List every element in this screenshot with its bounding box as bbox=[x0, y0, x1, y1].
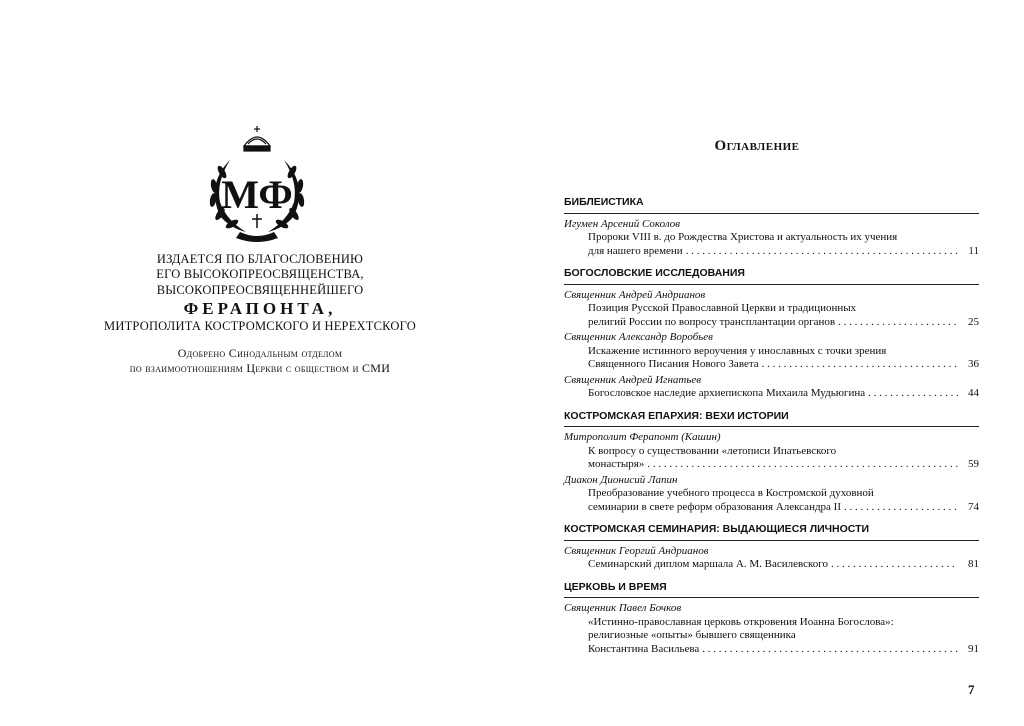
toc-section bbox=[564, 581, 979, 657]
entry-title-line: религиозные «опыты» бывшего священника bbox=[588, 629, 796, 641]
approval-line: по взаимоотношениям Церкви с обществом и СМИ bbox=[129, 360, 391, 375]
entry-title-line: Священного Писания Нового Завета bbox=[588, 358, 759, 370]
leader-dots bbox=[844, 501, 958, 515]
entry-page-number: 81 bbox=[968, 558, 979, 570]
toc-section bbox=[564, 267, 979, 401]
blessing-block bbox=[60, 252, 460, 335]
toc-section bbox=[564, 523, 979, 572]
toc-entry[interactable] bbox=[564, 487, 979, 514]
leader-dots bbox=[702, 643, 958, 657]
toc-entry[interactable] bbox=[564, 387, 979, 401]
section-title: ЦЕРКОВЬ И ВРЕМЯ bbox=[564, 581, 979, 599]
toc-entry[interactable] bbox=[564, 345, 979, 372]
entry-author: Диакон Дионисий Лапин bbox=[564, 473, 678, 486]
entry-page-number: 11 bbox=[968, 244, 979, 257]
right-page bbox=[512, 0, 1024, 726]
entry-page-number: 36 bbox=[968, 358, 979, 370]
section-title: БОГОСЛОВСКИЕ ИССЛЕДОВАНИЯ bbox=[564, 267, 979, 285]
entry-page-number: 74 bbox=[968, 500, 979, 513]
entry-title-line: для нашего времени bbox=[588, 244, 683, 257]
entry-last-line bbox=[588, 643, 979, 657]
toc-section bbox=[564, 410, 979, 515]
entry-page-number: 91 bbox=[968, 642, 979, 655]
entry-last-line bbox=[588, 458, 979, 472]
entry-last-line bbox=[588, 358, 979, 372]
bishop-name: ФЕРАПОНТА, bbox=[183, 298, 337, 318]
bishop-title: МИТРОПОЛИТА КОСТРОМСКОГО И НЕРЕХТСКОГО bbox=[104, 319, 416, 334]
leader-dots bbox=[838, 316, 958, 330]
approval-line: Одобрено Синодальным отделом bbox=[177, 346, 343, 360]
entry-title-line: Богословское наследие архиепископа Михаила Мудьюгина bbox=[588, 387, 866, 399]
toc-title: Оглавление bbox=[714, 138, 800, 154]
entry-title-line: Пророки VIII в. до Рождества Христова и актуальность их учения bbox=[588, 231, 898, 243]
entry-author: Священник Павел Бочков bbox=[564, 602, 682, 614]
entry-title-line: монастыря» bbox=[588, 458, 645, 470]
section-title: КОСТРОМСКАЯ ЕПАРХИЯ: ВЕХИ ИСТОРИИ bbox=[564, 410, 979, 428]
toc-entry[interactable] bbox=[564, 616, 979, 657]
entry-author: Священник Александр Воробьев bbox=[564, 331, 713, 343]
entry-title-line: семинарии в свете реформ образования Александра II bbox=[588, 500, 842, 513]
entry-title-line: «Истинно-православная церковь откровения Иоанна Богослова»: bbox=[588, 615, 894, 628]
entry-author: Митрополит Ферапонт (Кашин) bbox=[564, 431, 721, 443]
entry-author: Священник Андрей Андрианов bbox=[564, 288, 706, 301]
toc-entry[interactable] bbox=[564, 231, 979, 258]
entry-author: Священник Андрей Игнатьев bbox=[564, 373, 702, 386]
entry-page-number: 44 bbox=[968, 387, 979, 399]
page-number: 7 bbox=[968, 682, 975, 697]
diocesan-emblem-icon bbox=[196, 124, 318, 244]
entry-title-line: К вопросу о существовании «летописи Ипатьевского bbox=[588, 444, 837, 457]
entry-last-line bbox=[588, 501, 979, 515]
entry-last-line bbox=[588, 245, 979, 259]
section-title: КОСТРОМСКАЯ СЕМИНАРИЯ: ВЫДАЮЩИЕСЯ ЛИЧНОСТИ bbox=[564, 523, 979, 541]
section-title: БИБЛЕИСТИКА bbox=[564, 196, 979, 214]
leader-dots bbox=[686, 245, 958, 259]
table-of-contents bbox=[564, 196, 979, 665]
blessing-line: ЕГО ВЫСОКОПРЕОСВЯЩЕНСТВА, bbox=[156, 267, 364, 282]
blessing-line: ВЫСОКОПРЕОСВЯЩЕННЕЙШЕГО bbox=[156, 282, 364, 297]
leader-dots bbox=[831, 558, 958, 572]
toc-entry[interactable] bbox=[564, 302, 979, 329]
toc-section bbox=[564, 196, 979, 258]
entry-author: Игумен Арсений Соколов bbox=[564, 217, 681, 230]
entry-title-line: религий России по вопросу трансплантации органов bbox=[588, 315, 836, 328]
svg-text:МФ: МФ bbox=[221, 172, 293, 217]
toc-entry[interactable] bbox=[564, 445, 979, 472]
entry-title-line: Константина Васильева bbox=[588, 642, 700, 655]
toc-entry[interactable] bbox=[564, 558, 979, 572]
entry-title-line: Искажение истинного вероучения у инославных с точки зрения bbox=[588, 344, 887, 357]
entry-title-line: Семинарский диплом маршала А. М. Василевского bbox=[588, 558, 829, 570]
approval-block bbox=[60, 346, 460, 375]
entry-title-line: Позиция Русской Православной Церкви и традиционных bbox=[588, 302, 857, 314]
leader-dots bbox=[762, 358, 958, 372]
entry-page-number: 25 bbox=[968, 315, 979, 328]
blessing-line: ИЗДАЕТСЯ ПО БЛАГОСЛОВЕНИЮ bbox=[156, 252, 364, 266]
entry-title-line: Преобразование учебного процесса в Костромской духовной bbox=[588, 487, 874, 499]
entry-last-line bbox=[588, 316, 979, 330]
entry-last-line bbox=[588, 558, 979, 572]
leader-dots bbox=[868, 387, 958, 401]
entry-author: Священник Георгий Андрианов bbox=[564, 544, 709, 557]
leader-dots bbox=[647, 458, 958, 472]
entry-page-number: 59 bbox=[968, 458, 979, 470]
entry-last-line bbox=[588, 387, 979, 401]
